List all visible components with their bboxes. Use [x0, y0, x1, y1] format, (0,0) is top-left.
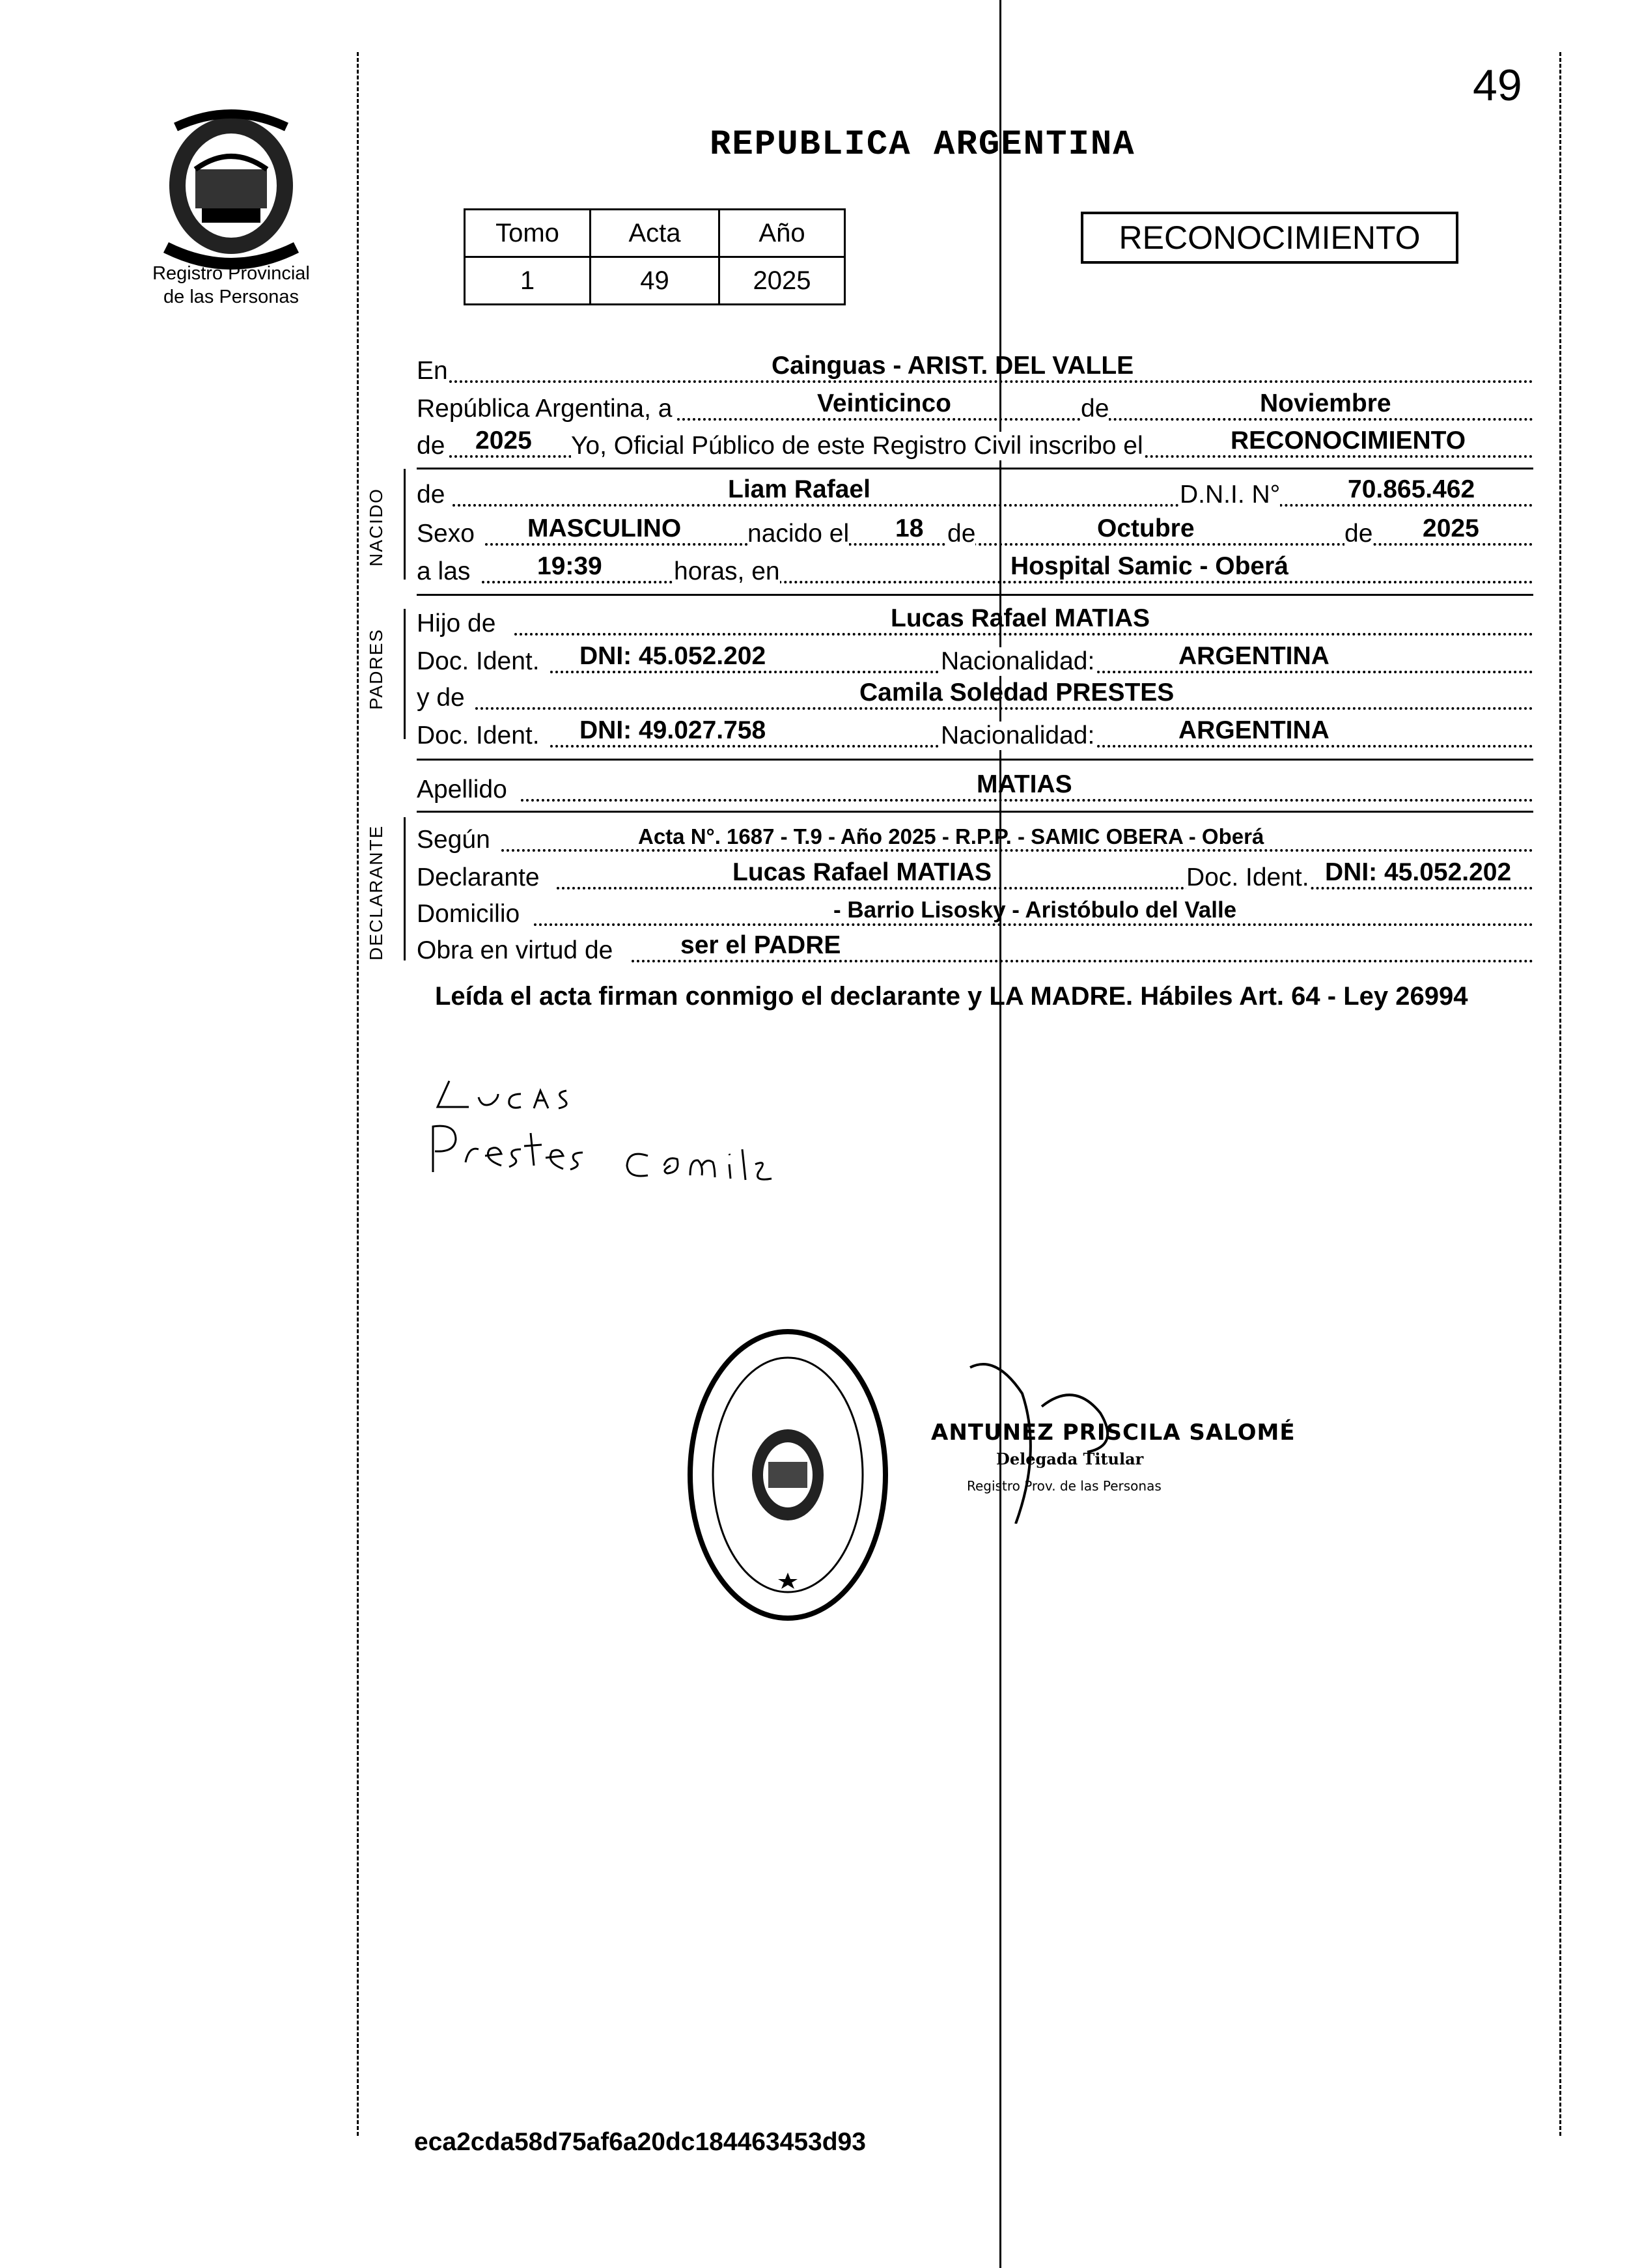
label-doc-ident: Doc. Ident. [417, 647, 540, 675]
label-republica: República Argentina, a [417, 395, 673, 423]
field-row-sexo [417, 514, 1533, 551]
value-birth-day: 18 [895, 514, 924, 542]
record-type-box: RECONOCIMIENTO [1081, 212, 1458, 264]
value-father-nat: ARGENTINA [1178, 642, 1330, 670]
field-row-declarante [417, 858, 1533, 895]
separator [417, 468, 1533, 469]
value-declarante-doc: DNI: 45.052.202 [1325, 858, 1512, 886]
field-row-segun [417, 820, 1533, 857]
table-header-ano: Año [719, 210, 845, 257]
label-y-de: y de [417, 684, 465, 712]
value-mother-name: Camila Soledad PRESTES [859, 679, 1175, 707]
stamp-office: Registro Prov. de las Personas [967, 1478, 1162, 1494]
dotted-line [534, 923, 1533, 926]
closing-text: Leída el acta firman conmigo el declarante y LA MADRE. Hábiles Art. 64 - Ley 26994 [435, 982, 1468, 1011]
registry-label-line1: Registro Provincial [152, 263, 310, 284]
value-mother-doc: DNI: 49.027.758 [579, 716, 766, 744]
value-inscribe: RECONOCIMIENTO [1231, 427, 1466, 455]
table-header-acta: Acta [591, 210, 719, 257]
field-row-madre [417, 679, 1533, 715]
label-de3: de [417, 481, 445, 509]
value-month: Noviembre [1260, 389, 1391, 417]
value-en: Cainguas - ARIST. DEL VALLE [772, 352, 1134, 380]
separator [417, 811, 1533, 813]
dotted-line [514, 633, 1533, 636]
value-nacido-dni: 70.865.462 [1348, 475, 1475, 503]
label-nacionalidad: Nacionalidad: [941, 721, 1095, 749]
stamp-role: Delegada Titular [996, 1449, 1144, 1468]
label-horas-en: horas, en [674, 557, 780, 585]
value-birth-place: Hospital Samic - Oberá [1010, 552, 1288, 580]
center-fold-line [999, 0, 1001, 2268]
stamp-name: ANTUNEZ PRISCILA SALOMÉ [931, 1420, 1296, 1446]
table-value-ano: 2025 [719, 257, 845, 305]
registry-label-line2: de las Personas [163, 287, 299, 307]
field-row-padre-doc [417, 642, 1533, 679]
label-a-las: a las [417, 557, 471, 585]
dotted-line [449, 380, 1533, 383]
field-row-padre [417, 604, 1533, 641]
value-sexo: MASCULINO [527, 514, 682, 542]
value-apellido: MATIAS [977, 770, 1072, 798]
record-table [464, 208, 846, 305]
value-birth-month: Octubre [1097, 514, 1195, 542]
value-domicilio: - Barrio Lisosky - Aristóbulo del Valle [833, 897, 1237, 923]
label-sexo: Sexo [417, 520, 475, 548]
field-row-nacido-nombre [417, 475, 1533, 512]
field-row-obra [417, 931, 1533, 968]
label-domicilio: Domicilio [417, 900, 520, 928]
value-year: 2025 [475, 427, 532, 455]
label-de2: de [417, 432, 445, 460]
value-birth-time: 19:39 [537, 552, 602, 580]
handwritten-signatures [430, 1068, 885, 1211]
label-hijo: Hijo de [417, 609, 496, 637]
value-mother-nat: ARGENTINA [1178, 716, 1330, 744]
left-margin-line [357, 52, 359, 2136]
table-value-tomo: 1 [465, 257, 591, 305]
label-dni: D.N.I. N° [1180, 481, 1281, 509]
label-doc-ident: Doc. Ident. [417, 721, 540, 749]
dotted-line [452, 504, 1533, 507]
dotted-line [521, 799, 1533, 802]
value-declarante: Lucas Rafael MATIAS [732, 858, 992, 886]
delegation-seal-icon [680, 1322, 895, 1628]
label-oficial: Yo, Oficial Público de este Registro Civil inscribo el [571, 432, 1143, 460]
separator [417, 594, 1533, 596]
right-margin-line [1559, 52, 1561, 2136]
section-label-nacido: NACIDO [366, 488, 386, 567]
page-title: REPUBLICA ARGENTINA [710, 125, 1135, 165]
dotted-line [475, 707, 1533, 710]
field-row-apellido [417, 770, 1533, 807]
value-father-doc: DNI: 45.052.202 [579, 642, 766, 670]
label-segun: Según [417, 826, 490, 854]
dotted-line [501, 849, 1533, 852]
label-de4: de [947, 520, 976, 548]
value-segun: Acta N°. 1687 - T.9 - Año 2025 - R.P.P. - SAMIC OBERA - Oberá [638, 824, 1264, 848]
dotted-line [485, 543, 1533, 546]
separator [417, 759, 1533, 761]
label-de: de [1081, 395, 1109, 423]
label-nacionalidad: Nacionalidad: [941, 647, 1095, 675]
label-en: En [417, 357, 448, 385]
document-hash: eca2cda58d75af6a20dc184463453d93 [414, 2128, 866, 2156]
registry-label [137, 262, 326, 309]
section-label-declarante: DECLARANTE [366, 824, 386, 960]
field-row-oficial [417, 427, 1533, 463]
value-nacido-name: Liam Rafael [728, 475, 870, 503]
label-declarante: Declarante [417, 863, 540, 891]
label-declarante-doc: Doc. Ident. [1186, 863, 1309, 891]
padres-bracket [404, 609, 406, 739]
dotted-line [557, 887, 1533, 889]
declarante-bracket [404, 817, 406, 960]
value-day: Veinticinco [817, 389, 951, 417]
label-apellido: Apellido [417, 776, 507, 804]
field-row-domicilio [417, 895, 1533, 931]
section-label-padres: PADRES [366, 628, 386, 710]
label-de5: de [1344, 520, 1373, 548]
dotted-line [632, 960, 1533, 962]
table-value-acta: 49 [591, 257, 719, 305]
field-row-en [417, 352, 1533, 388]
nacido-bracket [404, 469, 406, 580]
field-row-hora [417, 552, 1533, 589]
value-father-name: Lucas Rafael MATIAS [891, 604, 1150, 632]
misiones-emblem-icon [150, 107, 313, 270]
dotted-line [482, 581, 1533, 583]
page-number: 49 [1473, 61, 1522, 110]
label-nacido-el: nacido el [747, 520, 850, 548]
label-obra: Obra en virtud de [417, 936, 613, 964]
field-row-fecha [417, 389, 1533, 426]
table-header-tomo: Tomo [465, 210, 591, 257]
value-birth-year: 2025 [1423, 514, 1479, 542]
field-row-madre-doc [417, 716, 1533, 753]
value-obra: ser el PADRE [680, 931, 841, 959]
